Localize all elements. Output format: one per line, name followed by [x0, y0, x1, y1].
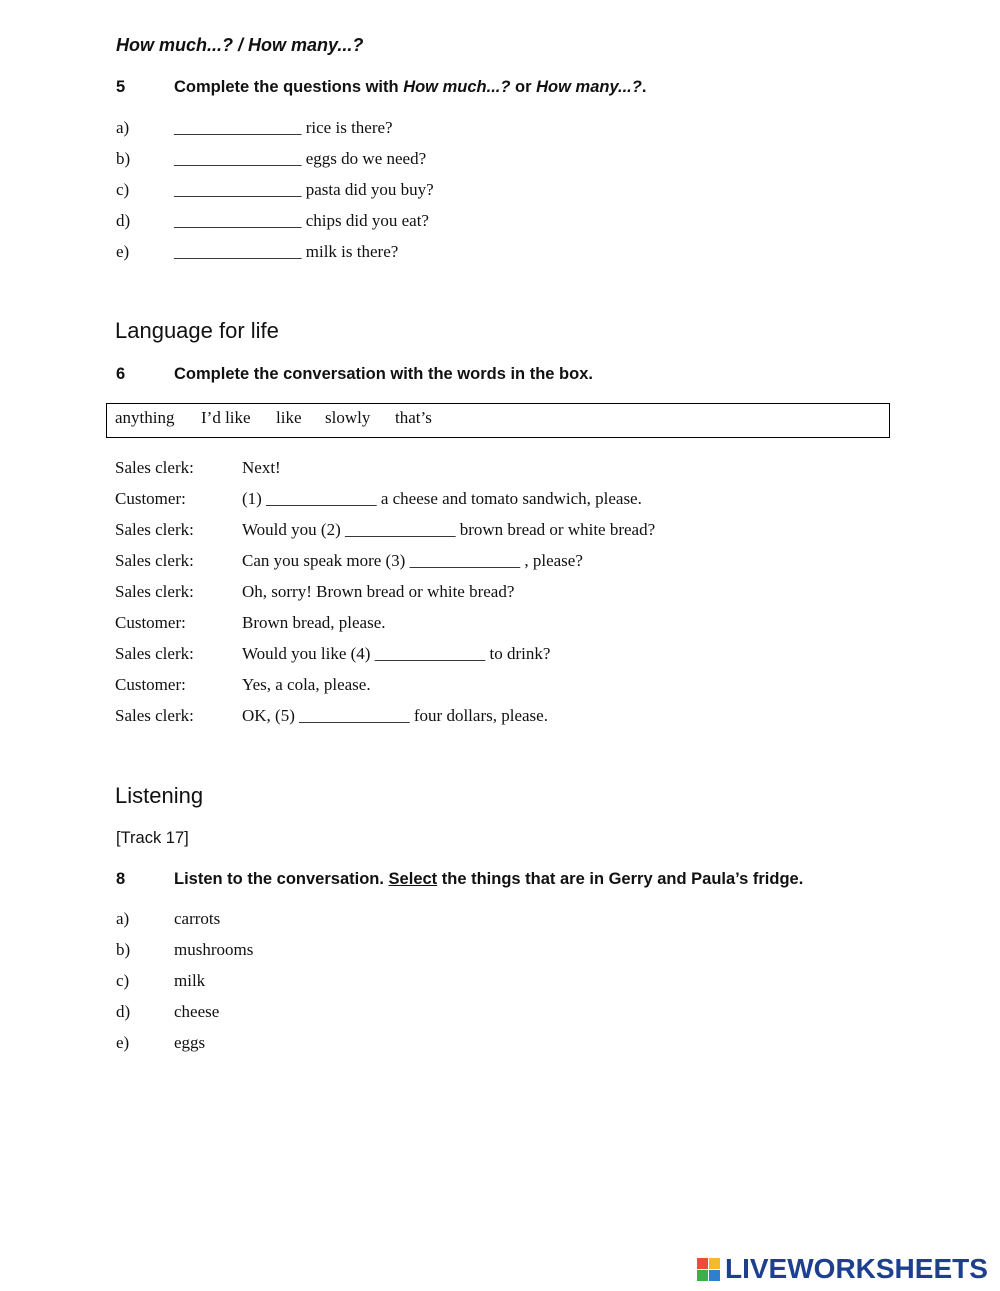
section-title-how-much: How much...? / How many...?: [116, 35, 364, 55]
list-item[interactable]: [116, 940, 516, 962]
dialogue-text: Would you (2) _____________ brown bread or white bread?: [242, 520, 656, 539]
instruction-suffix: .: [641, 78, 647, 96]
dialogue-line[interactable]: [115, 706, 815, 728]
item-text: _______________ rice is there?: [174, 118, 393, 137]
instruction-text-suffix: the things that are in Gerry and Paula’s fridge.: [437, 870, 804, 888]
item-letter: d): [116, 1002, 131, 1021]
instruction-text: Complete the conversation with the words in the box.: [174, 365, 593, 383]
word-box-item: like: [276, 408, 302, 427]
word-box-item: I’d like: [201, 408, 251, 427]
exercise-5-instruction: [116, 78, 816, 100]
instruction-select-word: Select: [388, 870, 438, 888]
logo-text: LIVEWORKSHEETS: [725, 1253, 988, 1284]
word-box-item: anything: [115, 408, 175, 427]
speaker-label: Customer:: [115, 675, 186, 694]
speaker-label: Sales clerk:: [115, 582, 194, 601]
exercise-number: 6: [116, 365, 126, 383]
item-letter: e): [116, 1033, 130, 1052]
item-text: _______________ eggs do we need?: [174, 149, 427, 168]
speaker-label: Sales clerk:: [115, 551, 194, 570]
instruction-option-how-much: How much...?: [403, 78, 511, 96]
list-item[interactable]: [116, 1002, 516, 1024]
speaker-label: Sales clerk:: [115, 520, 194, 539]
speaker-label: Sales clerk:: [115, 644, 194, 663]
item-text: _______________ pasta did you buy?: [174, 180, 434, 199]
list-item[interactable]: [116, 149, 616, 171]
dialogue-line: [115, 458, 815, 480]
dialogue-text: Can you speak more (3) _____________ , please?: [242, 551, 583, 570]
list-item[interactable]: [116, 211, 616, 233]
dialogue-line: [115, 675, 815, 697]
speaker-label: Sales clerk:: [115, 706, 194, 725]
list-item[interactable]: [116, 180, 616, 202]
speaker-label: Customer:: [115, 489, 186, 508]
speaker-label: Sales clerk:: [115, 458, 194, 477]
item-letter: c): [116, 971, 130, 990]
list-item[interactable]: [116, 118, 616, 140]
dialogue-line[interactable]: [115, 489, 815, 511]
word-box-item: that’s: [395, 408, 432, 427]
dialogue-text: Brown bread, please.: [242, 613, 386, 632]
item-letter: d): [116, 211, 131, 230]
dialogue-text: OK, (5) _____________ four dollars, please.: [242, 706, 548, 725]
logo-blocks-icon: [697, 1258, 721, 1282]
item-text: cheese: [174, 1002, 220, 1021]
dialogue-text: Oh, sorry! Brown bread or white bread?: [242, 582, 515, 601]
dialogue-line[interactable]: [115, 520, 815, 542]
instruction-option-how-many: How many...?: [536, 78, 642, 96]
list-item[interactable]: [116, 1033, 516, 1055]
list-item[interactable]: [116, 242, 616, 264]
track-label: [Track 17]: [116, 829, 189, 847]
item-text: _______________ milk is there?: [174, 242, 399, 261]
dialogue-line: [115, 582, 815, 604]
exercise-number: 5: [116, 78, 126, 96]
item-letter: a): [116, 909, 130, 928]
dialogue-text: (1) _____________ a cheese and tomato sandwich, please.: [242, 489, 642, 508]
word-box: [106, 403, 890, 438]
item-text: _______________ chips did you eat?: [174, 211, 429, 230]
speaker-label: Customer:: [115, 613, 186, 632]
instruction-or: or: [510, 78, 537, 96]
section-title-listening: Listening: [115, 783, 204, 808]
instruction-text: Complete the questions with: [174, 78, 404, 96]
list-item[interactable]: [116, 971, 516, 993]
item-text: mushrooms: [174, 940, 254, 959]
list-item[interactable]: [116, 909, 516, 931]
exercise-number: 8: [116, 870, 126, 888]
item-letter: c): [116, 180, 130, 199]
exercise-8-instruction: [116, 870, 916, 892]
item-letter: b): [116, 149, 131, 168]
item-text: carrots: [174, 909, 221, 928]
dialogue-line[interactable]: [115, 551, 815, 573]
item-text: eggs: [174, 1033, 206, 1052]
item-letter: b): [116, 940, 131, 959]
item-text: milk: [174, 971, 206, 990]
dialogue-text: Next!: [242, 458, 281, 477]
word-box-item: slowly: [325, 408, 371, 427]
dialogue-line: [115, 613, 815, 635]
exercise-6-instruction: [116, 365, 816, 387]
dialogue-line[interactable]: [115, 644, 815, 666]
item-letter: e): [116, 242, 130, 261]
section-title-language-for-life: Language for life: [115, 318, 279, 343]
item-letter: a): [116, 118, 130, 137]
dialogue-text: Yes, a cola, please.: [242, 675, 371, 694]
dialogue-text: Would you like (4) _____________ to drink?: [242, 644, 551, 663]
liveworksheets-logo[interactable]: [697, 1255, 997, 1287]
instruction-text: Listen to the conversation.: [174, 870, 389, 888]
